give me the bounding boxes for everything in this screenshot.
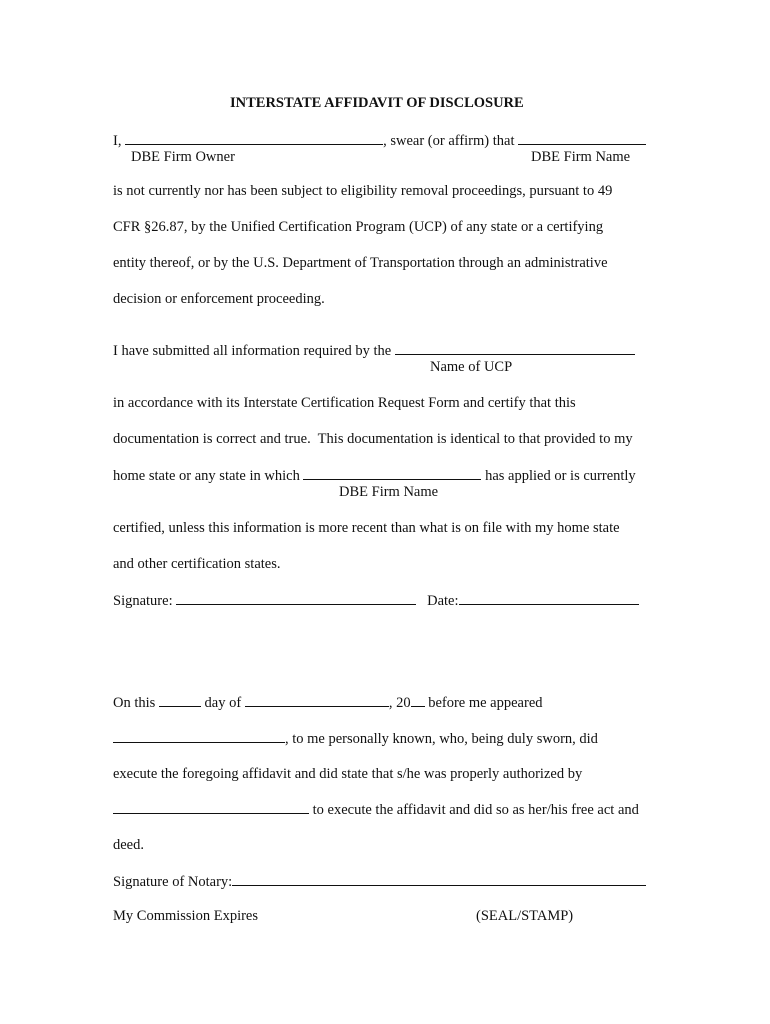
para1-line-4: decision or enforcement proceeding. [113, 291, 325, 307]
date-label: Date: [427, 593, 459, 609]
para1-line-3: entity thereof, or by the U.S. Department of Transportation through an administrative [113, 255, 608, 271]
owner-caption: DBE Firm Owner [131, 149, 235, 165]
notary-line-1 [113, 693, 543, 712]
submitted-prefix: I have submitted all information required by the [113, 343, 392, 359]
signature-label: Signature: [113, 593, 173, 609]
page-title: INTERSTATE AFFIDAVIT OF DISCLOSURE [230, 95, 524, 111]
day-field[interactable] [159, 693, 201, 707]
swear-prefix: I, [113, 133, 122, 149]
notary-line-4 [113, 800, 639, 819]
home-state-prefix: home state or any state in which [113, 468, 300, 484]
notary-line-3: execute the foregoing affidavit and did state that s/he was properly authorized by [113, 766, 583, 782]
notary-signature-label: Signature of Notary: [113, 874, 233, 890]
notary-signature-field[interactable] [232, 872, 646, 886]
seal-stamp-label: (SEAL/STAMP) [476, 908, 574, 924]
ucp-name-field[interactable] [395, 341, 635, 355]
date-field[interactable] [459, 591, 639, 605]
notary-line-2 [113, 729, 598, 748]
firm-name-caption: DBE Firm Name [531, 149, 631, 165]
para3-line-2: and other certification states. [113, 556, 281, 572]
para2-line-1: in accordance with its Interstate Certification Request Form and certify that this [113, 395, 576, 411]
home-state-caption: DBE Firm Name [339, 484, 439, 500]
para3-line-1: certified, unless this information is more recent than what is on file with my home state [113, 520, 620, 536]
known-text: , to me personally known, who, being duly sworn, did [285, 731, 598, 747]
submitted-line [113, 341, 635, 360]
firm-owner-field[interactable] [125, 131, 383, 145]
signature-line [113, 591, 639, 610]
firm-name-field[interactable] [518, 131, 646, 145]
commission-expires: My Commission Expires [113, 908, 259, 924]
notary-signature-line [113, 872, 646, 891]
home-state-firm-field[interactable] [303, 466, 481, 480]
year-text: , 20 [388, 695, 411, 711]
on-this-text: On this [113, 695, 156, 711]
appeared-text: before me appeared [428, 695, 543, 711]
para2-line-2: documentation is correct and true. This documentation is identical to that provided to my [113, 431, 633, 447]
appearer-name-field[interactable] [113, 729, 285, 743]
authorized-by-field[interactable] [113, 800, 309, 814]
free-act-text: to execute the affidavit and did so as her/his free act and [312, 802, 639, 818]
deed-text: deed. [113, 837, 144, 853]
month-field[interactable] [245, 693, 389, 707]
ucp-caption: Name of UCP [430, 359, 513, 375]
para1-line-2: CFR §26.87, by the Unified Certification Program (UCP) of any state or a certifying [113, 219, 604, 235]
swear-middle: , swear (or affirm) that [383, 133, 515, 149]
para1-line-1: is not currently nor has been subject to eligibility removal proceedings, pursuant to 49 [113, 183, 613, 199]
year-field[interactable] [411, 693, 425, 707]
day-of-text: day of [204, 695, 242, 711]
signature-field[interactable] [176, 591, 416, 605]
home-state-suffix: has applied or is currently [485, 468, 636, 484]
